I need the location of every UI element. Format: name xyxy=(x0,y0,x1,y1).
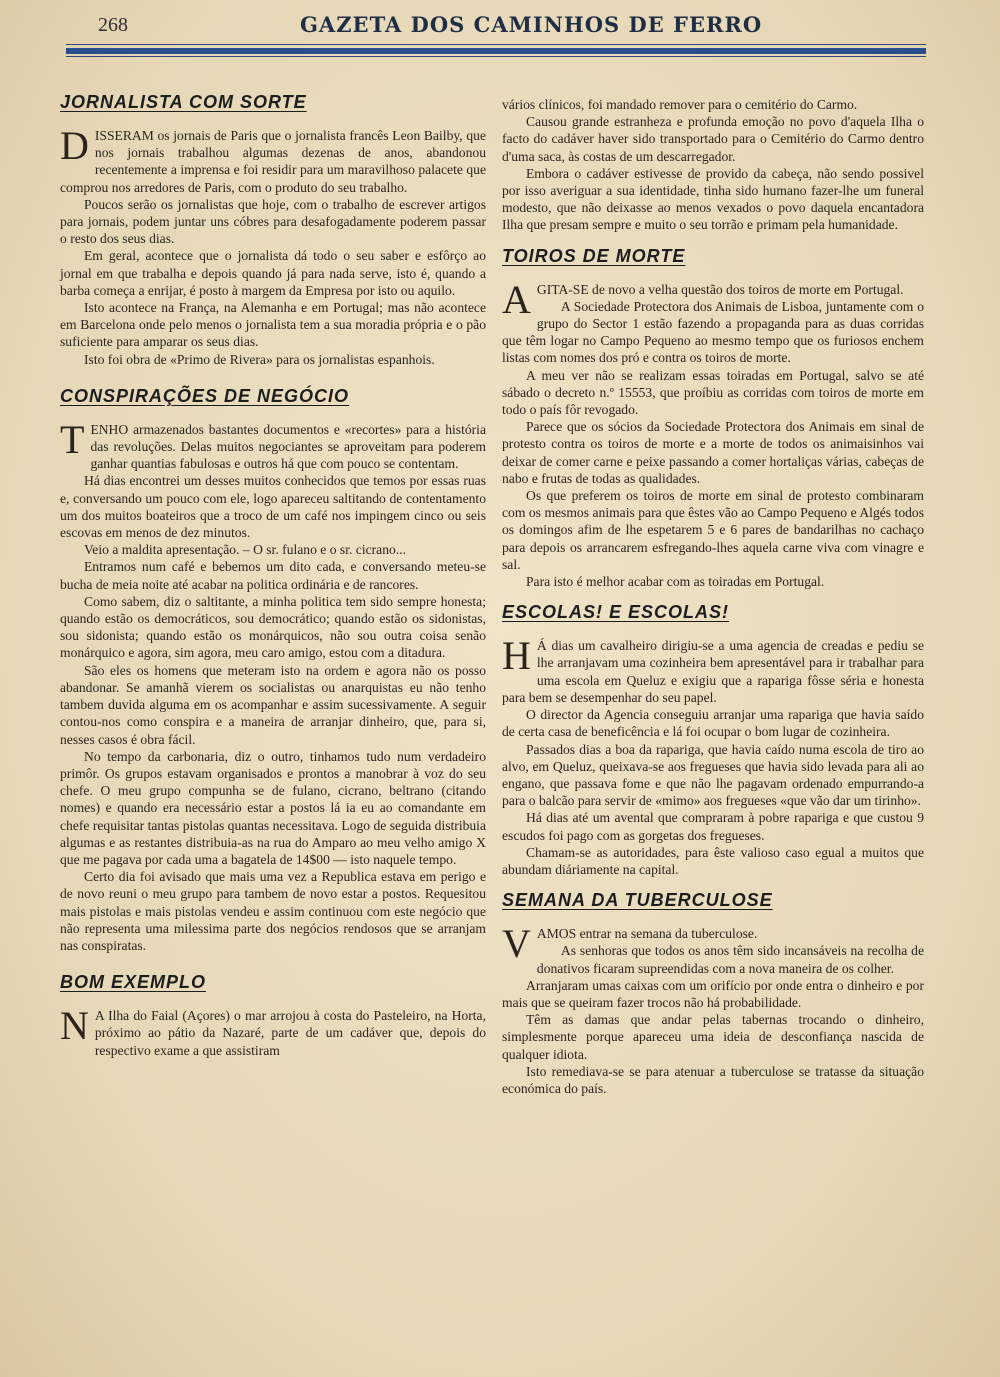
article-paragraph: Isto acontece na França, na Alemanha e em Portugal; mas não acontece em Barcelona onde pelo menos o jornalista tem a sua moradia própria e o pão suficiente para amparar os seus dias. xyxy=(60,300,486,350)
article-paragraph: TENHO armazenados bastantes documentos e «recortes» para a história das revoluções. Delas muitos negociantes se aproveitam para poderem ganhar quantias fabulosas e outros há que com pouco se contentam. xyxy=(60,416,486,472)
rule-thin-bottom xyxy=(66,56,926,57)
article-paragraph: Isto remediava-se se para atenuar a tuberculose se tratasse da situação económica do país. xyxy=(502,1063,924,1096)
article-paragraph: Entramos num café e bebemos um dito cada, e conversando meteu-se bucha de meia noite até acabar na politica ordinária e de rancores. xyxy=(60,559,486,592)
article-escolas xyxy=(502,602,924,878)
article-paragraph: Veio a maldita apresentação. – O sr. fulano e o sr. cicrano... xyxy=(84,542,406,558)
article-paragraph: Em geral, acontece que o jornalista dá todo o seu saber e esfôrço ao jornal em que trabalha e depois quando já para nada serve, isto é, quando a barba começa a enrijar, é posto à margem da Empresa por isto ou aquilo. xyxy=(60,248,486,298)
article-title: TOIROS DE MORTE xyxy=(502,245,686,266)
article-title: SEMANA DA TUBERCULOSE xyxy=(502,890,773,911)
article-title: CONSPIRAÇÕES DE NEGÓCIO xyxy=(60,385,350,406)
article-paragraph: Há dias encontrei um desses muitos conhecidos que temos por essas ruas e, conversando um pouco com ele, logo apareceu saltitando de contentamento um dos muitos boateiros que a troco de um café nos impingem cinco ou seis escovas em menos de dez minutos. xyxy=(60,473,486,541)
article-bom-exemplo xyxy=(60,972,486,1059)
article-paragraph: Certo dia foi avisado que mais uma vez a Republica estava em perigo e de novo reuni o meu grupo para tambem de novo estar a postos. Requesitou mais pistolas e mais pistolas vendeu e assim continuou com este negócio que não representa uma milessima parte dos negócios rendosos que se arranjam nas conspiratas. xyxy=(60,869,486,953)
article-paragraph: DISSERAM os jornais de Paris que o jornalista francês Leon Bailby, que nos jornais trabalhou algumas dezenas de anos, abandonou recentemente a imprensa e foi residir para um maravilhoso palacete que comprou nos arredores de Paris, com o produto do seu trabalho. xyxy=(60,123,486,195)
article-paragraph: A Sociedade Protectora dos Animais de Lisboa, juntamente com o grupo do Sector 1 estão fazendo a propaganda para as duas corridas que têm logar no Campo Pequeno ao mesmo tempo que os furiosos enchem listas com nomes dos pró e contra os toiros de morte. xyxy=(502,298,924,366)
drop-cap: V xyxy=(502,921,531,967)
header-rule xyxy=(66,44,926,59)
article-paragraph: O director da Agencia conseguiu arranjar uma rapariga que havia saído de certa casa de beneficência e lá foi ocupar o bom lugar de cozinheira. xyxy=(502,707,924,740)
article-paragraph: Para isto é melhor acabar com as toiradas em Portugal. xyxy=(526,574,825,590)
article-paragraph: A meu ver não se realizam essas toiradas em Portugal, salvo se até sábado o decreto n.º 15553, que proíbiu as corridas com toiros de morte em todo o país fôr revogado. xyxy=(502,367,924,418)
article-paragraph: Chamam-se as autoridades, para êste valioso caso egual a muitos que abundam diáriamente na capital. xyxy=(502,844,924,877)
article-paragraph: Há dias até um avental que compraram à pobre rapariga e que custou 9 escudos foi pago com as gorgetas dos fregueses. xyxy=(502,810,924,843)
article-paragraph: Passados dias a boa da rapariga, que havia caído numa escola de tiro ao alvo, em Queluz, queixava-se aos fregueses que havia sido levada para ali ao engano, que passava fome e que não lhe pagavam ordenado empurrando-a para o balcão para servir de «mimo» aos fregueses «que vão dar um tirinho». xyxy=(502,741,924,809)
drop-cap: N xyxy=(60,1003,89,1049)
right-column xyxy=(502,96,924,1109)
article-paragraph: Os que preferem os toiros de morte em sinal de protesto combinaram com os mesmos animais para que êstes vão ao Campo Pequeno e Algés todos os domingos afim de lhe espetarem 5 e 6 pares de bandarilhas no cachaço para depois os arrancarem esfregando-lhes aquela carne viva com vinagre e sal. xyxy=(502,488,924,572)
article-jornalista xyxy=(60,92,486,368)
article-paragraph: Embora o cadáver estivesse de provido da cabeça, não sendo possivel por isso averiguar a sua identidade, tinha sido humano fazer-lhe um funeral modesto, que não deixasse ao menos vexados o povo daquela encantadora Ilha que presam sempre e muito o seu torrão e primam pela humanidade. xyxy=(502,165,924,233)
drop-cap: D xyxy=(60,123,89,168)
article-paragraph: vários clínicos, foi mandado remover para o cemitério do Carmo. xyxy=(502,97,858,112)
article-title: BOM EXEMPLO xyxy=(60,972,207,993)
article-paragraph: AGITA-SE de novo a velha questão dos toiros de morte em Portugal. xyxy=(502,276,904,322)
article-tuberculose xyxy=(502,890,924,1097)
article-paragraph: VAMOS entrar na semana da tuberculose. xyxy=(502,921,758,967)
article-title: JORNALISTA COM SORTE xyxy=(60,92,307,112)
article-paragraph: Como sabem, diz o saltitante, a minha politica tem sido sempre honesta; quando estão os democráticos, sou democrático; quando estão os sidonistas, sou sidonista; quando estão os monárquicos, não sou outra coisa senão monárquico e agora, sim agora, meu caro amigo, estou com a ditadura. xyxy=(60,593,486,661)
drop-cap: A xyxy=(502,276,531,322)
article-paragraph: São eles os homens que meteram isto na ordem e agora não os posso abandonar. Se amanhã vierem os socialistas ou anarquistas eu não tenho tambem duvida alguma em os acompanhar e assim sucessivamente. A seguir contou-nos como conspira e a maneira de arranjar dinheiro, que, para si, nesses casos é obra fácil. xyxy=(60,662,486,747)
drop-cap: H xyxy=(502,633,531,679)
page-number-label: 268 xyxy=(98,14,128,36)
rule-thick xyxy=(66,48,926,54)
article-paragraph: As senhoras que todos os anos têm sido incansáveis na recolha de donativos ficaram supreendidas com a nova maneira de os colher. xyxy=(536,943,924,976)
article-paragraph: Têm as damas que andar pelas tabernas trocando o dinheiro, simplesmente porque apareceu uma ideia de desconfiança nascida de qualquer idiota. xyxy=(502,1012,924,1062)
rule-thin-top xyxy=(66,44,926,45)
article-paragraph: N A Ilha do Faial (Açores) o mar arrojou à costa do Pasteleiro, na Horta, próximo ao pátio da Nazaré, parte de um cadáver que, depois do respectivo exame a que assistiram xyxy=(60,1003,486,1058)
article-paragraph: Causou grande estranheza e profunda emoção no povo d'aquela Ilha o facto do cadáver haver sido transportado para o Cemitério do Carmo dentro d'uma saca, às costas de um descarregador. xyxy=(502,114,924,164)
article-paragraph: H Á dias um cavalheiro dirigiu-se a uma agencia de creadas e pediu se lhe arranjavam uma cozinheira bem apresentável para ir trabalhar para uma escola em Queluz e exigiu que a rapariga fôsse séria e honesta para bem se desempenhar do seu papel. xyxy=(502,633,924,705)
article-bom-exemplo-continued xyxy=(502,96,924,234)
article-paragraph: Isto foi obra de «Primo de Rivera» para os jornalistas espanhois. xyxy=(84,351,435,367)
article-paragraph: No tempo da carbonaria, diz o outro, tinhamos tudo num verdadeiro primôr. Os grupos estavam organisados e prontos a manobrar à voz do seu chefe. O meu grupo compunha se de fulano, cicrano, beltrano (citando nomes) e quando era necessário estar a postos lá ia eu ao comandante em chefe requisitar tantas pistolas quantas necessitava. Logo de seguida distribuia algumas e as restantes distribuia-as na rua do Amparo ao meu velho amigo X que me pagava por cada uma a bagatela de 14$00 — isto naquele tempo. xyxy=(60,748,486,867)
journal-title: GAZETA DOS CAMINHOS DE FERRO xyxy=(300,12,763,37)
article-toiros xyxy=(502,246,924,591)
left-column xyxy=(60,92,486,1077)
article-conspiracoes xyxy=(60,386,486,954)
article-paragraph: Poucos serão os jornalistas que hoje, com o trabalho de escrever artigos para jornais, podem juntar uns cóbres para desafogadamente poderem passar o resto dos seus dias. xyxy=(60,196,486,247)
drop-cap: T xyxy=(60,416,85,462)
article-title: ESCOLAS! E ESCOLAS! xyxy=(502,602,730,623)
article-paragraph: Parece que os sócios da Sociedade Protectora dos Animais em sinal de protesto contra os toiros de morte e a morte de todos os animaisinhos vai deixar de comer carne e peixe passando a comer hortaliças várias, cabeças de nabo e frutas de todas as qualidades. xyxy=(502,419,924,486)
article-paragraph: Arranjaram umas caixas com um orifício por onde entra o dinheiro e por mais que se queiram fazer trocos não há probabilidade. xyxy=(502,977,924,1010)
